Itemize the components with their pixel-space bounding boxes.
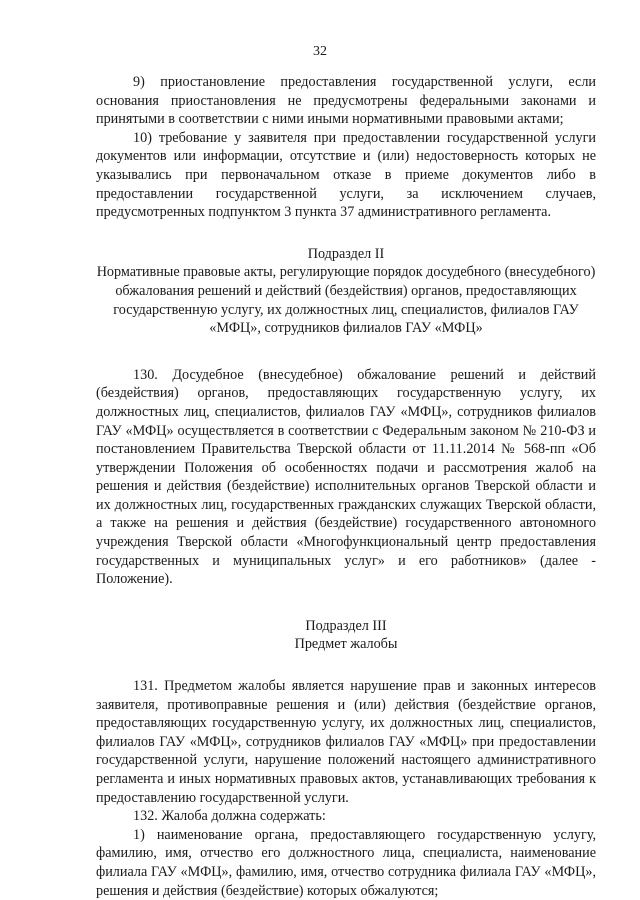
subsection-2-heading: Нормативные правовые акты, регулирующие порядок досудебного (внесудебного) обжалования решений и действий (бездействия) органов, предоставляющих государственную услугу, их должностных лиц, специалистов, филиалов ГАУ «МФЦ», сотрудников филиалов ГАУ «МФЦ» <box>96 264 596 337</box>
spacer <box>96 338 596 366</box>
spacer <box>96 222 596 245</box>
subsection-3-heading: Предмет жалобы <box>294 636 398 653</box>
paragraph-132: 132. Жалоба должна содержать: <box>133 808 326 825</box>
paragraph-130: 130. Досудебное (внесудебное) обжалование решений и действий (бездействия) органов, предоставляющих государственную услугу, их должностных лиц, специалистов, филиалов ГАУ «МФЦ», сотрудников филиалов ГАУ «МФЦ» осуществляется в соответствии с Федеральным законом № 210-ФЗ и постановлением Правительства Тверской области от 11.11.2014 № 568-пп «Об утверждении Положения об особенностях подачи и рассмотрения жалоб на решения и действия (бездействие) исполнительных органов Тверской области и их должностных лиц, государственных гражданских служащих Тверской области, а также на решения и действия (бездействие) государственного автономного учреждения Тверской области «Многофункциональный центр предоставления государственных и муниципальных услуг» и его работников» (далее - Положение). <box>96 366 596 588</box>
paragraph-item-9: 9) приостановление предоставления государственной услуги, если основания приостановления не предусмотрены федеральными законами и принятыми в соответствии с ними иными нормативными правовыми актами; <box>96 74 596 128</box>
spacer <box>96 654 596 677</box>
subsection-3-title: Подраздел III <box>305 617 387 634</box>
page-number: 32 <box>313 44 327 59</box>
paragraph-132-item-1: 1) наименование органа, предоставляющего государственную услугу, фамилию, имя, отчество его должностного лица, специалиста, наименование филиала ГАУ «МФЦ», фамилию, имя, отчество сотрудника филиала ГАУ «МФЦ», решения и действия (бездействие) которых обжалуются; <box>96 826 596 899</box>
paragraph-131: 131. Предметом жалобы является нарушение прав и законных интересов заявителя, противоправные решения и (или) действия (бездействие органов, предоставляющих государственную услугу, их должностных лиц, специалистов, филиалов ГАУ «МФЦ», сотрудников филиалов ГАУ «МФЦ» при предоставлении государственной услуги, нарушение положений настоящего административного регламента и иных нормативных правовых актов, устанавливающих требования к предоставлению государственной услуги. <box>96 678 596 806</box>
subsection-2-title: Подраздел II <box>307 245 385 262</box>
document-body <box>96 73 596 900</box>
spacer <box>96 589 596 617</box>
paragraph-item-10: 10) требование у заявителя при предоставлении государственной услуги документов или информации, отсутствие и (или) недостоверность которых не указывались при первоначальном отказе в приеме документов либо в предоставлении государственной услуги, за исключением случаев, предусмотренных подпунктом 3 пункта 37 административного регламента. <box>96 129 596 221</box>
